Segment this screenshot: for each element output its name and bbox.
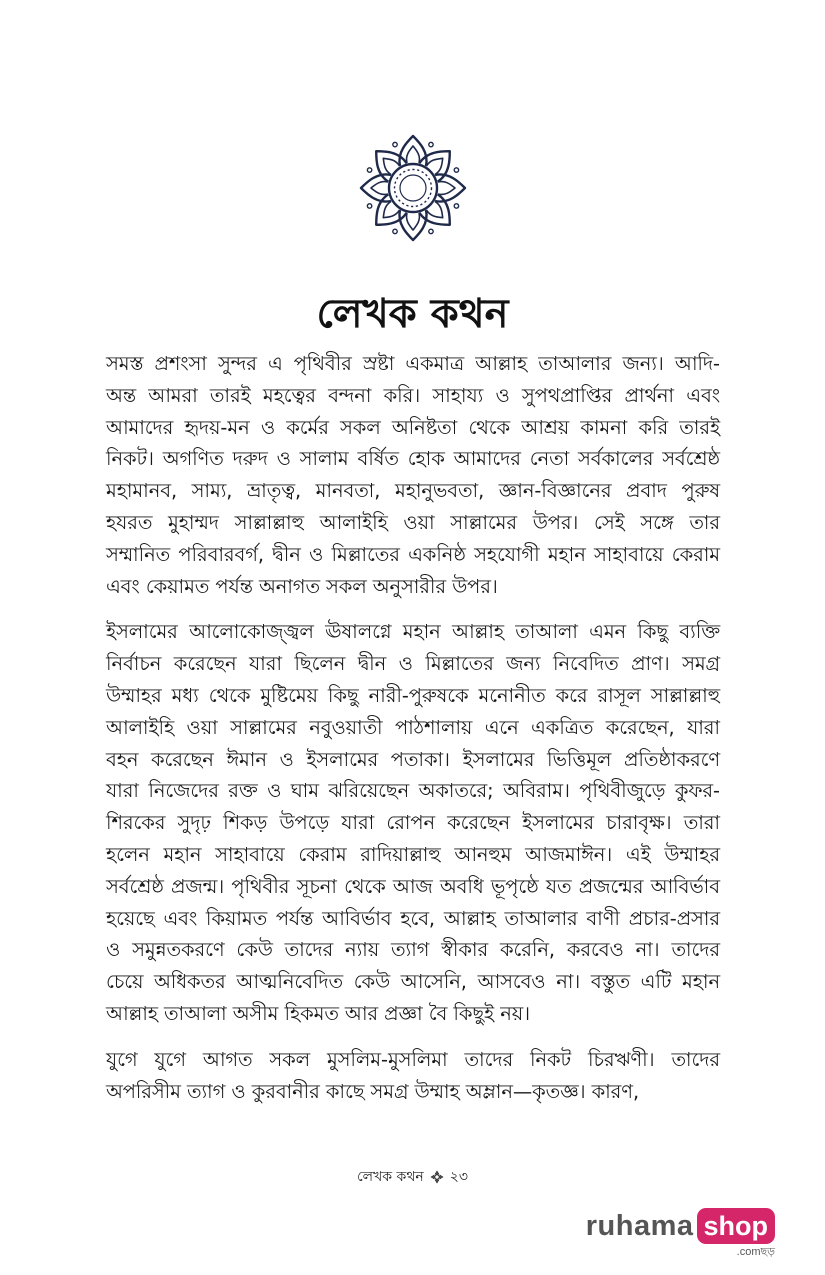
paragraph [106,1044,720,1108]
page-title: লেখক কথন [316,290,509,337]
text-line: ইসলামের আলোকোজ্জ্বল ঊষালগ্নে মহান আল্লাহ তাআলা এমন কিছু ব্যক্তি [106,620,720,644]
text-line: এবং কেয়ামত পর্যন্ত অনাগত সকল অনুসারীর উপর। [106,574,498,598]
text-line: আমাদের হৃদয়-মন ও কর্মের সকল অনিষ্টতা থেকে আশ্রয় কামনা করি তারই [106,415,720,439]
brand-highlight-box [697,1208,776,1262]
text-line: যুগে যুগে আগত সকল মুসলিম-মুসলিমা তাদের নিকট চিরঋণী। তাদের [106,1047,720,1071]
text-line: আল্লাহ তাআলা অসীম হিকমত আর প্রজ্ঞা বৈ কিছুই নয়। [106,1001,530,1025]
text-line: আলাইহি ওয়া সাল্লামের নবুওয়াতী পাঠশালায় এনে একত্রিত করেছেন, যারা [106,715,720,739]
text-line: অপরিসীম ত্যাগ ও কুরবানীর কাছে সমগ্র উম্মাহ অম্লান—কৃতজ্ঞ। কারণ, [106,1079,640,1103]
text-line: হযরত মুহাম্মদ সাল্লাল্লাহু আলাইহি ওয়া সাল্লামের উপর। সেই সঙ্গে তার [106,510,720,534]
paragraph [106,616,720,1029]
body-text [106,348,720,1121]
text-line: নিকট। অগণিত দরুদ ও সালাম বর্ষিত হোক আমাদের নেতা সর্বকালের সর্বশ্রেষ্ঠ [106,447,720,471]
text-line: সমস্ত প্রশংসা সুন্দর এ পৃথিবীর স্রষ্টা একমাত্র আল্লাহ তাআলার জন্য। আদি- [106,352,720,375]
brand-highlight: shop [697,1208,776,1244]
small-flower-icon [430,1170,444,1184]
running-title: লেখক কথন [357,1169,424,1185]
text-line: সর্বশ্রেষ্ঠ প্রজন্ম। পৃথিবীর সূচনা থেকে আজ অবধি ভূপৃষ্ঠে যত প্রজন্মের আবির্ভাব [106,874,720,898]
page-number: ২৩ [449,1169,468,1185]
paragraph [106,348,720,602]
text-line: হলেন মহান সাহাবায়ে কেরাম রাদিয়াল্লাহু আনহুম আজমাঈন। এই উম্মাহর [106,842,720,866]
text-line: বহন করেছেন ঈমান ও ইসলামের পতাকা। ইসলামের ভিত্তিমূল প্রতিষ্ঠাকরণে [106,747,720,771]
text-line: উম্মাহর মধ্য থেকে মুষ্টিমেয় কিছু নারী-পুরুষকে মনোনীত করে রাসূল সাল্লাল্লাহু [106,683,720,707]
text-line: মহামানব, সাম্য, ভ্রাতৃত্ব, মানবতা, মহানুভবতা, জ্ঞান-বিজ্ঞানের প্রবাদ পুরুষ [106,479,720,503]
page-footer [0,1165,825,1189]
brand-sub: .comছড় [736,1246,775,1258]
text-line: শিরকের সুদৃঢ় শিকড় উপড়ে যারা রোপন করেছেন ইসলামের চারাবৃক্ষ। তারা [106,811,720,835]
text-line: অন্ত আমরা তারই মহত্বের বন্দনা করি। সাহায্য ও সুপথপ্রাপ্তির প্রার্থনা এবং [106,383,720,407]
text-line: ও সমুন্নতকরণে কেউ তাদের ন্যায় ত্যাগ স্বীকার করেনি, করবেও না। তাদের [106,938,720,962]
text-line: সম্মানিত পরিবারবর্গ, দ্বীন ও মিল্লাতের একনিষ্ঠ সহযোগী মহান সাহাবায়ে কেরাম [106,542,720,566]
text-line: নির্বাচন করেছেন যারা ছিলেন দ্বীন ও মিল্লাতের জন্য নিবেদিত প্রাণ। সমগ্র [106,652,720,676]
text-line: যারা নিজেদের রক্ত ও ঘাম ঝরিয়েছেন অকাতরে; অবিরাম। পৃথিবীজুড়ে কুফর- [106,779,720,803]
text-line: হয়েছে এবং কিয়ামত পর্যন্ত আবির্ভাব হবে, আল্লাহ তাআলার বাণী প্রচার-প্রসার [106,906,720,930]
lotus-ornament-icon [357,132,469,244]
brand-name: ruhama [585,1210,694,1242]
brand-watermark [586,1208,775,1262]
text-line: চেয়ে অধিকতর আত্মনিবেদিত কেউ আসেনি, আসবেও না। বস্তুত এটি মহান [106,970,720,994]
